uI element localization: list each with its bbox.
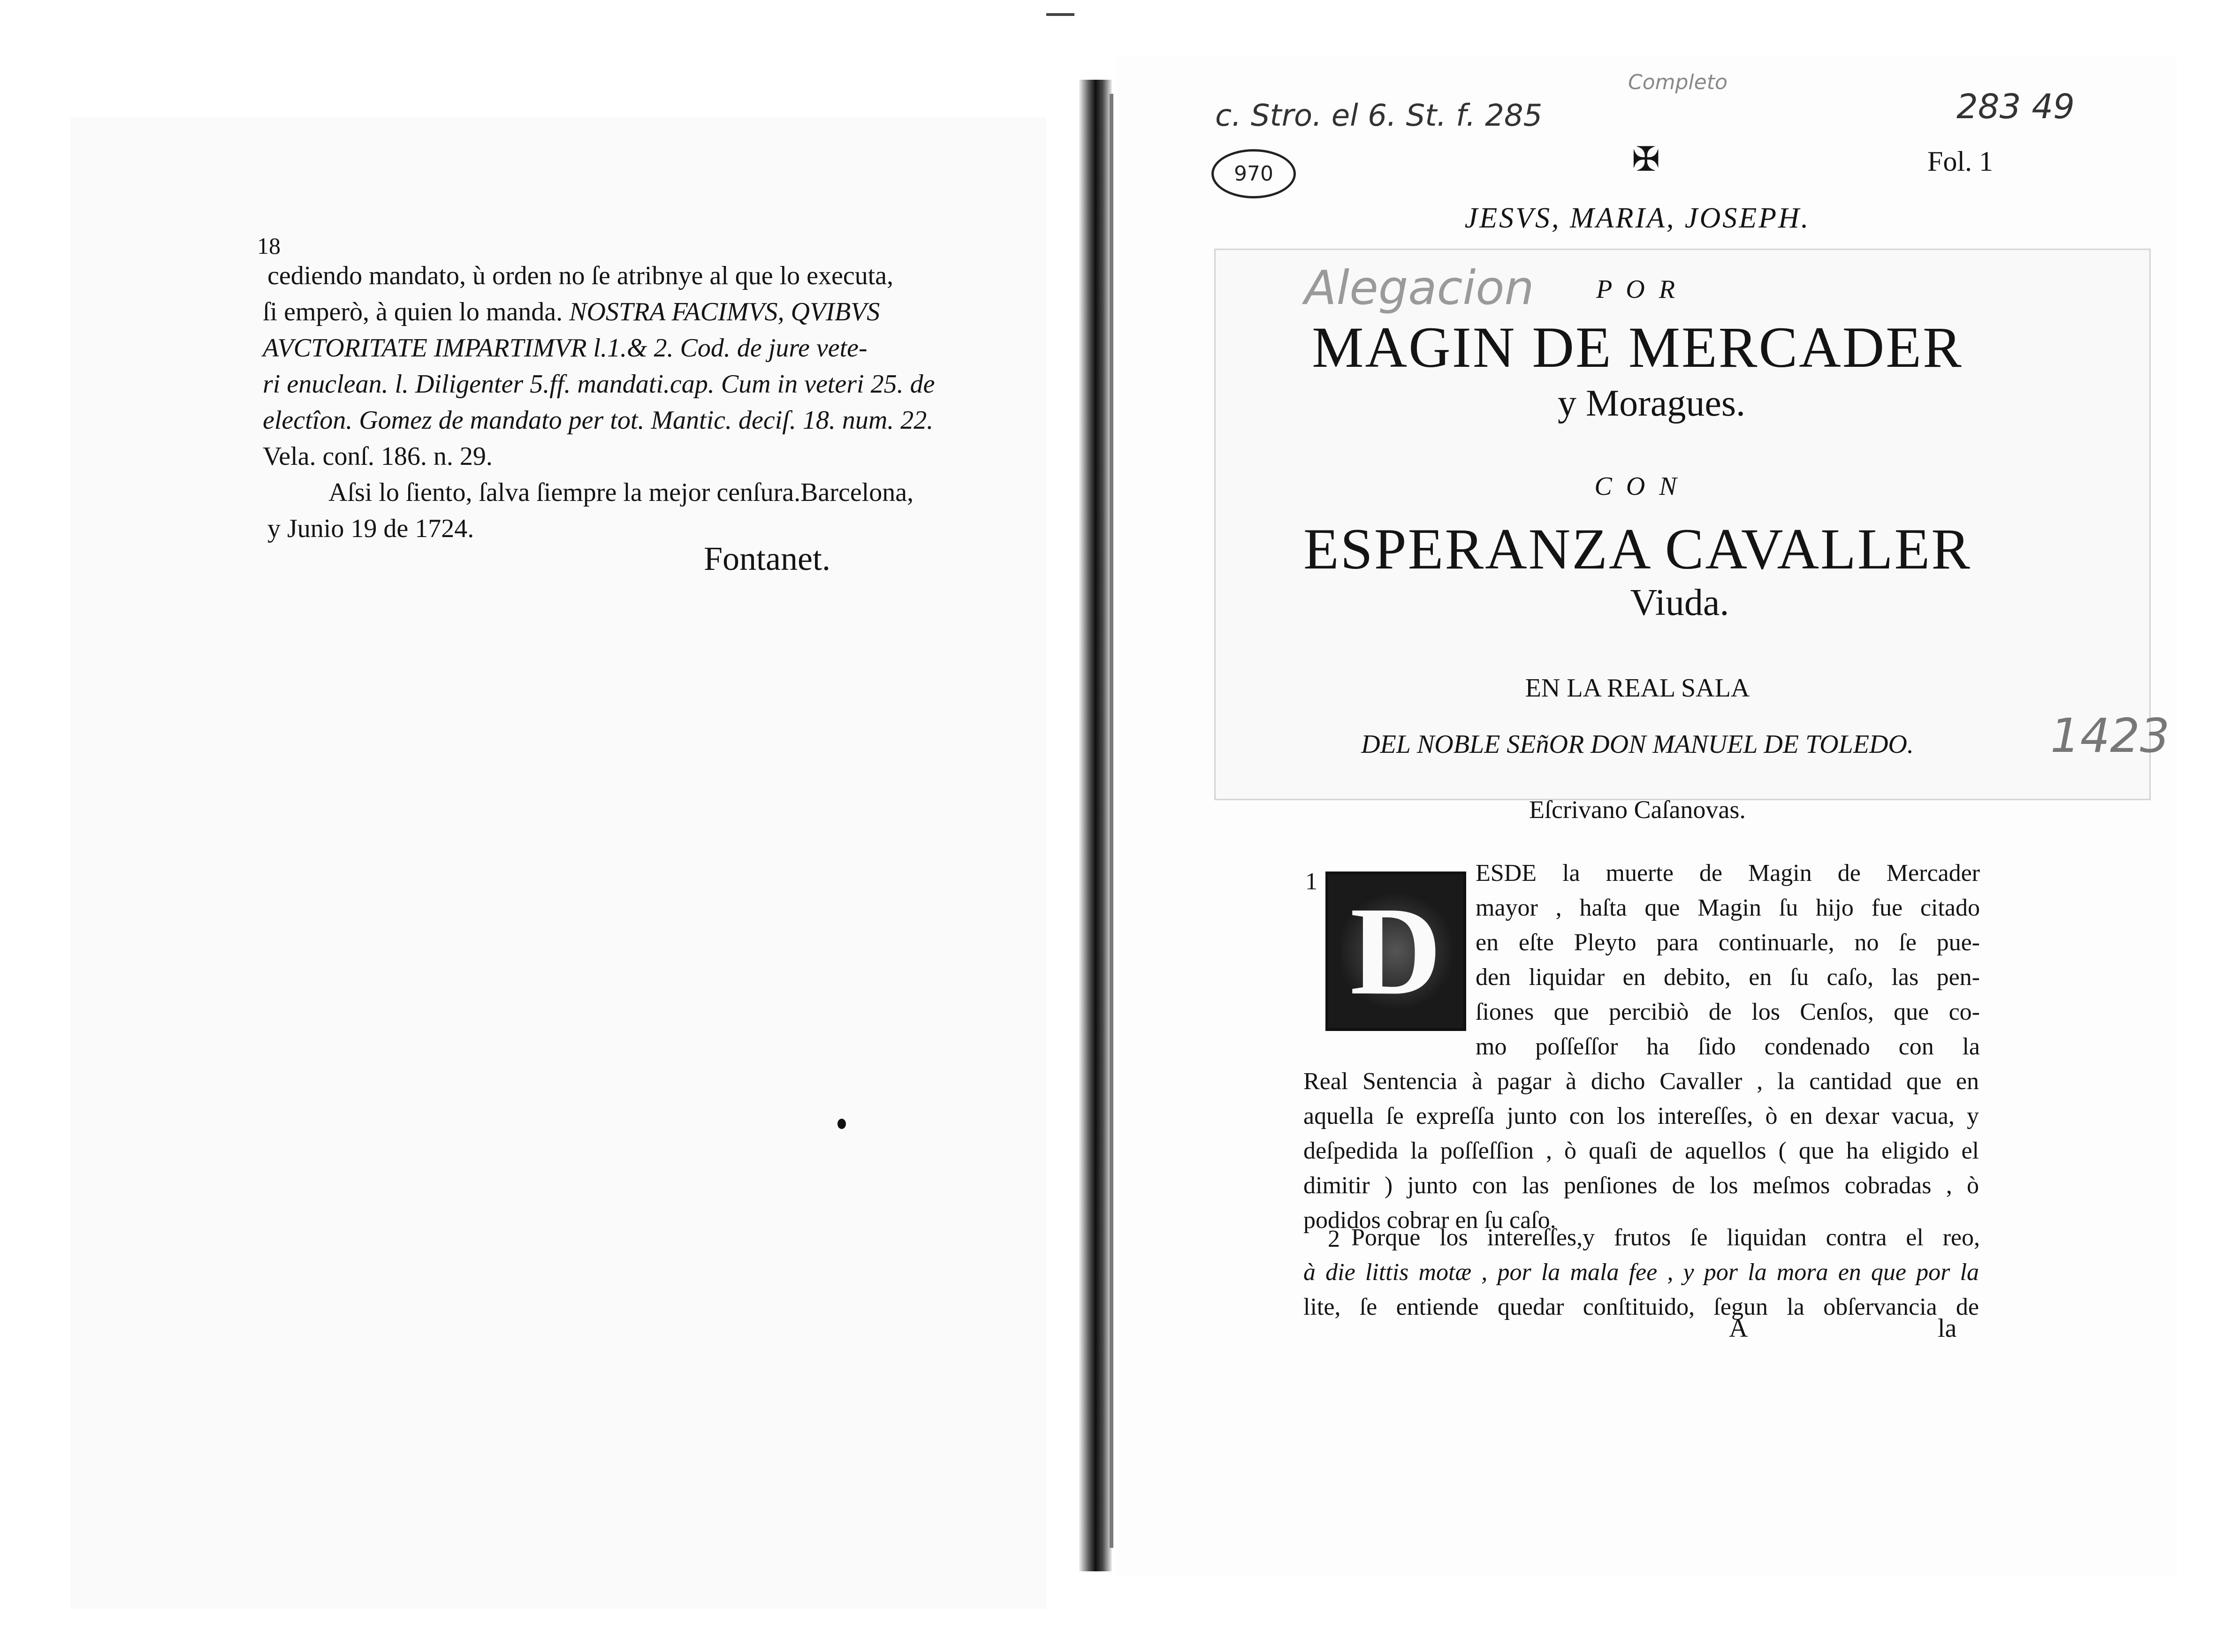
decorated-initial: D	[1325, 871, 1466, 1031]
scribe-line: Eſcrivano Caſanovas.	[1529, 796, 1746, 824]
text-line: mo poſſeſſor ha ſido condenado con la	[1476, 1033, 1980, 1060]
paragraph-number: 2	[1328, 1226, 1340, 1252]
text-line: cediendo mandato, ù orden no ſe atribnye al que lo executa,	[267, 261, 894, 290]
label-stamp-text: Alegacion	[1304, 260, 1534, 315]
party-status: Viuda.	[1630, 582, 1729, 623]
left-page-text	[263, 230, 938, 547]
cross-icon: ✠	[1632, 141, 1660, 178]
ink-spot	[837, 1119, 846, 1129]
text-line: deſpedida la poſſeſſion , ò quaſi de aquellos ( que ha eligido el	[1303, 1137, 1979, 1164]
margin-number: 1423	[2050, 708, 2170, 763]
catchword: la	[1938, 1314, 1957, 1343]
binding-gutter	[1079, 80, 1112, 1571]
party-name: MAGIN DE MERCADER	[1312, 315, 1963, 379]
top-edge-mark	[1046, 13, 1074, 16]
signature-mark: A	[1729, 1314, 1748, 1343]
text-line: lite, ſe entiende quedar conſtituido, ſegun la obſervancia de	[1303, 1294, 1979, 1320]
handwritten-call-number: c. Stro. el 6. St. f. 285	[1215, 99, 1543, 133]
left-page-number: 18	[257, 233, 281, 259]
court-line: EN LA REAL SALA	[1525, 674, 1750, 703]
handwritten-folio: 283 49	[1956, 87, 2075, 126]
paragraph-1	[1303, 1064, 1979, 1238]
text-line: en eſte Pleyto para continuarle, no ſe pue-	[1476, 929, 1980, 956]
text-line: Vela. conſ. 186. n. 29.	[263, 442, 493, 471]
text-line: Real Sentencia à pagar à dicho Cavaller , la cantidad que en	[1303, 1068, 1979, 1095]
text-line: ſiones que percibiò de los Cenſos, que co-	[1476, 999, 1980, 1025]
text-line: electîon. Gomez de mandato per tot. Mantic. deciſ. 18. num. 22.	[263, 406, 934, 435]
signature: Fontanet.	[704, 540, 830, 577]
text-line: AVCTORITATE IMPARTIMVR l.1.& 2. Cod. de jure vete-	[263, 333, 868, 363]
paragraph-2-first	[1351, 1220, 1980, 1255]
party-surname: y Moragues.	[1558, 383, 1745, 424]
text-line: ri enuclean. l. Diligenter 5.ff. mandati.cap. Cum in veteri 25. de	[263, 370, 935, 399]
text-line: den liquidar en debito, en ſu caſo, las pen-	[1476, 964, 1980, 991]
text-line: podidos cobrar en ſu caſo.	[1303, 1207, 1556, 1234]
por-label: P O R	[1596, 275, 1679, 304]
header-invocation: JESVS, MARIA, JOSEPH.	[1464, 202, 1811, 234]
page-edge	[1110, 94, 1113, 1548]
con-label: C O N	[1594, 472, 1681, 501]
text-line: mayor , haſta que Magin ſu hijo fue citado	[1476, 894, 1980, 921]
archive-stamp: 970	[1211, 149, 1296, 198]
text-line: ſi emperò, à quien lo manda. NOSTRA FACIMVS, QVIBVS	[263, 297, 880, 326]
court-line: DEL NOBLE SEñOR DON MANUEL DE TOLEDO.	[1361, 730, 1914, 759]
folio-number: Fol. 1	[1927, 146, 1994, 177]
paragraph-2	[1303, 1255, 1979, 1325]
text-line: à die littis motæ , por la mala fee , y por la mora en que por la	[1303, 1259, 1979, 1286]
party-name: ESPERANZA CAVALLER	[1303, 517, 1971, 581]
text-line: Aſsi lo ſiento, ſalva ſiempre la mejor cenſura.Barcelona,	[328, 478, 914, 507]
text-line: dimitir ) junto con las penſiones de los meſmos cobradas , ò	[1303, 1172, 1979, 1199]
paragraph-1-indented	[1476, 856, 1980, 1064]
text-line: Porque los intereſſes,y frutos ſe liquidan contra el reo,	[1351, 1224, 1980, 1251]
text-line: y Junio 19 de 1724.	[267, 514, 474, 543]
handwritten-note: Completo	[1628, 70, 1728, 94]
text-line: aquella ſe expreſſa junto con los intereſſes, ò en dexar vacua, y	[1303, 1103, 1979, 1129]
text-line: ESDE la muerte de Magin de Mercader	[1476, 860, 1980, 887]
latin-phrase: NOSTRA FACIMVS, QVIBVS	[569, 297, 880, 326]
paragraph-number: 1	[1305, 868, 1317, 895]
